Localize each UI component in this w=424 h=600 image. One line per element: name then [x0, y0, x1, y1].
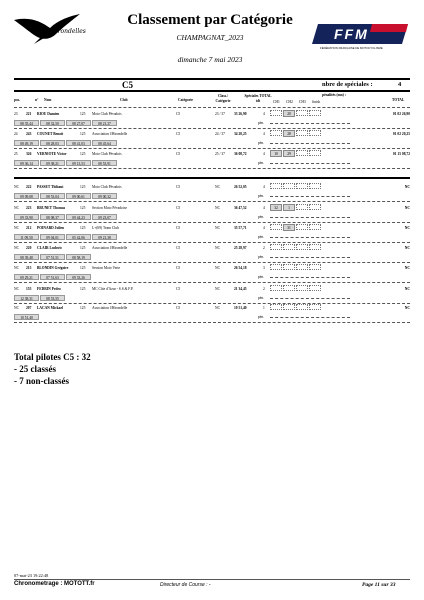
penalty-cell: 28: [283, 130, 295, 137]
rider-club: Association l/Hirondelle: [92, 132, 128, 136]
penalty-cell: [270, 224, 282, 230]
rider-pos: 23: [14, 112, 18, 116]
rider-specials-count: 4: [263, 132, 265, 136]
penalty-cell: [309, 285, 321, 291]
rider-specials-count: 4: [263, 152, 265, 156]
row-separator: [14, 201, 410, 202]
rider-category: C5: [176, 246, 181, 250]
rider-name: LACAN Mickael: [37, 306, 64, 310]
rider-num: 220: [26, 246, 32, 250]
rider-total: NC: [404, 287, 410, 291]
penalty-label: pén.: [258, 235, 265, 239]
penalty-cell: [296, 304, 308, 310]
rider-time: 26 54,18: [234, 266, 247, 270]
rider-time: 36 08,72: [234, 152, 247, 156]
ffm-caption: FÉDÉRATION FRANÇAISE DE MOTOCYCLISME: [320, 46, 383, 50]
rider-licence: 125: [80, 266, 86, 270]
lap-time: 09 23,07: [92, 214, 117, 220]
penalty-cell: 1: [283, 204, 295, 211]
rider-class: 24 / 37: [215, 132, 225, 136]
lap-time: 09 04,01: [40, 234, 65, 240]
page-title: Classement par Catégorie: [127, 12, 293, 28]
lap-time: 08 32,50: [40, 120, 65, 126]
penalty-cell: [296, 130, 308, 136]
row-separator: [14, 282, 410, 283]
penalty-label: pén.: [258, 296, 265, 300]
lap-time: 08 41,03: [66, 140, 91, 146]
row-separator: [14, 303, 410, 304]
rider-pos: NC: [14, 306, 19, 310]
penalty-cell: [309, 183, 321, 189]
penalty-cell: [283, 304, 295, 310]
rider-licence: 125: [80, 306, 86, 310]
row-separator: [14, 222, 410, 223]
col-specials-total: Spéciales TOTAL tdt: [244, 94, 272, 103]
rider-pos: NC: [14, 266, 19, 270]
lap-time: 09 00,61: [66, 193, 91, 199]
penalty-cell: [309, 224, 321, 230]
lap-time: 08 45,64: [92, 140, 117, 146]
penalty-cell: [283, 285, 295, 291]
rider-category: C5: [176, 206, 181, 210]
col-club: Club: [120, 98, 128, 102]
col-penalties: pénalités (mn) :: [322, 93, 346, 97]
rider-pos: NC: [14, 206, 19, 210]
rider-class: NC: [215, 266, 220, 270]
rider-total: 01 02 20,25: [392, 132, 410, 136]
rider-category: C5: [176, 306, 181, 310]
rider-total: NC: [404, 185, 410, 189]
penalty-cell: [309, 244, 321, 250]
rider-name: BLONDIN Grégoire: [37, 266, 69, 270]
rider-club: L+(69) Team Club: [92, 226, 119, 230]
rider-time: 21 34,45: [234, 287, 247, 291]
penalty-line: [270, 217, 350, 218]
rider-time: 34 20,25: [234, 132, 247, 136]
penalty-cell: [270, 130, 282, 136]
rider-num: 155: [26, 287, 32, 291]
rider-licence: 125: [80, 287, 86, 291]
rider-time: 25 28,97: [234, 246, 247, 250]
lap-time: 08 53,04: [40, 193, 65, 199]
lap-time: 08 49,19: [14, 140, 39, 146]
rider-name: COUNET Benoit: [37, 132, 64, 136]
penalty-cell: [309, 304, 321, 310]
rider-total: NC: [404, 266, 410, 270]
penalty-cell: [270, 304, 282, 310]
penalty-cell: [283, 244, 295, 250]
penalty-label: pén.: [258, 194, 265, 198]
rider-category: C5: [176, 266, 181, 270]
lap-time: 09 33,90: [14, 214, 39, 220]
penalty-cell: [296, 204, 308, 210]
rider-specials-count: 4: [263, 112, 265, 116]
penalty-cell: 29: [283, 150, 295, 157]
penalty-cell: [309, 110, 321, 116]
col-total: TOTAL: [392, 98, 405, 102]
lap-time: 08 53,55: [40, 295, 65, 301]
col-finish: finish: [312, 100, 321, 104]
rider-name: BRUNET Thomas: [37, 206, 66, 210]
event-date: dimanche 7 mai 2023: [177, 55, 243, 64]
rider-licence: 125: [80, 246, 86, 250]
rider-class: NC: [215, 206, 220, 210]
penalty-cell: [309, 204, 321, 210]
penalty-cell: 32: [270, 204, 282, 211]
rider-club: MC Côte d'Azur - S.S.& F.P.: [92, 287, 134, 291]
lap-time: 08 08,37: [40, 214, 65, 220]
rider-time: 33 26,90: [234, 112, 247, 116]
rider-specials-count: 4: [263, 226, 265, 230]
lap-time: 07 51,51: [40, 254, 65, 260]
rider-total: NC: [404, 226, 410, 230]
rider-class: NC: [215, 287, 220, 291]
rider-pos: NC: [14, 246, 19, 250]
penalty-line: [270, 163, 350, 164]
rider-name: CLAIR Ludovic: [37, 246, 63, 250]
penalty-line: [270, 237, 350, 238]
lap-time: 07 51,63: [40, 274, 65, 280]
summary-classed: - 25 classés: [14, 364, 56, 374]
penalty-cell: [270, 244, 282, 250]
penalty-cell: 10: [270, 150, 282, 157]
specials-label: nbre de spéciales :: [322, 81, 373, 88]
lap-time: 10 51,40: [14, 314, 39, 320]
club-logo-text: Les Hirondelles: [38, 28, 86, 35]
rider-club: Section Moto Pévadoise: [92, 206, 127, 210]
penalty-label: pén.: [258, 215, 265, 219]
rider-num: 212: [26, 226, 32, 230]
rider-pos: NC: [14, 226, 19, 230]
category-top-rule: [14, 78, 410, 80]
lap-time: 11 09,50: [14, 234, 39, 240]
summary-total: Total pilotes C5 : 32: [14, 352, 91, 362]
rider-class: 23 / 37: [215, 112, 225, 116]
penalty-cell: [296, 224, 308, 230]
col-ch1: CH1: [273, 100, 280, 104]
rider-pos: 24: [14, 132, 18, 136]
penalty-line: [270, 196, 350, 197]
penalty-cell: [283, 183, 295, 189]
rider-num: 215: [26, 266, 32, 270]
lap-time: 09 21,38: [92, 234, 117, 240]
penalty-line: [270, 143, 350, 144]
rider-pos: NC: [14, 185, 19, 189]
rider-specials-count: 2: [263, 287, 265, 291]
category-bottom-rule: [14, 90, 410, 92]
rider-class: NC: [215, 306, 220, 310]
rider-specials-count: 4: [263, 206, 265, 210]
rider-specials-count: 1: [263, 306, 265, 310]
penalty-cell: [296, 183, 308, 189]
col-pos: pos.: [14, 98, 21, 102]
rider-licence: 125: [80, 206, 86, 210]
rider-category: C5: [176, 152, 181, 156]
rider-club: Moto Club Pévadois: [92, 112, 122, 116]
col-class-cat: Class./ Catégorie: [215, 94, 231, 103]
row-separator: [14, 128, 410, 129]
lap-time: 08 35,44: [14, 120, 39, 126]
rider-num: 222: [26, 185, 32, 189]
penalty-label: pén.: [258, 121, 265, 125]
rider-category: C5: [176, 226, 181, 230]
rider-club: Session Moto Verte: [92, 266, 121, 270]
lap-time: 09 36,14: [14, 160, 39, 166]
rider-category: C5: [176, 112, 181, 116]
rider-licence: 125: [80, 112, 86, 116]
penalty-line: [270, 257, 350, 258]
event-name: CHAMPAGNAT_2023: [176, 33, 244, 42]
penalty-cell: [296, 264, 308, 270]
footer-rule: [14, 579, 410, 580]
penalty-cell: [270, 183, 282, 189]
row-separator: [14, 242, 410, 243]
col-name: Nom: [44, 98, 52, 102]
lap-time: 08 21,37: [92, 120, 117, 126]
rider-club: Association l/Hirondelle: [92, 246, 128, 250]
row-separator: [14, 168, 410, 169]
penalty-label: pén.: [258, 315, 265, 319]
rider-class: 25 / 37: [215, 152, 225, 156]
footer-page: Page 11 sur 33: [362, 582, 396, 588]
rider-pos: 25: [14, 152, 18, 156]
penalty-cell: 20: [283, 110, 295, 117]
rider-name: FEDRIN Pedro: [37, 287, 61, 291]
rider-licence: 125: [80, 226, 86, 230]
rider-total: NC: [404, 246, 410, 250]
rider-class: NC: [215, 226, 220, 230]
penalty-line: [270, 123, 350, 124]
rider-time: 36 47,52: [234, 206, 247, 210]
penalty-cell: [283, 264, 295, 270]
lap-time: 09 13,53: [66, 160, 91, 166]
rider-num: 243: [26, 132, 32, 136]
penalty-cell: [270, 110, 282, 116]
nc-separator: [14, 177, 410, 179]
penalty-cell: [296, 285, 308, 291]
lap-time: 09 33,26: [66, 274, 91, 280]
rider-pos: NC: [14, 287, 19, 291]
ffm-logo-text: FFM: [334, 26, 369, 42]
rider-total: NC: [404, 306, 410, 310]
col-categorie: Catégorie: [178, 98, 193, 102]
lap-time: 09 00,32: [92, 193, 117, 199]
lap-time: 08 27,07: [66, 120, 91, 126]
penalty-line: [270, 277, 350, 278]
lap-time: 08 28,03: [40, 140, 65, 146]
lap-time: 05 42,06: [66, 234, 91, 240]
rider-category: C5: [176, 287, 181, 291]
lap-time: 08 58,19: [66, 254, 91, 260]
rider-num: 326: [26, 152, 32, 156]
rider-time: 10 51,40: [234, 306, 247, 310]
col-num: n°: [35, 98, 39, 102]
penalty-cell: [296, 244, 308, 250]
rider-specials-count: 2: [263, 246, 265, 250]
rider-name: RIOU Damien: [37, 112, 60, 116]
rider-specials-count: 4: [263, 185, 265, 189]
rider-total: 01 15 08,72: [392, 152, 410, 156]
penalty-cell: [309, 264, 321, 270]
rider-num: 221: [26, 112, 32, 116]
specials-count: 4: [398, 81, 402, 88]
rider-time: 35 57,71: [234, 226, 247, 230]
rider-category: C5: [176, 185, 181, 189]
rider-category: C5: [176, 132, 181, 136]
footer-timestamp: 07-mai-23 19:22:48: [14, 573, 49, 578]
rider-class: NC: [215, 246, 220, 250]
rider-licence: 125: [80, 132, 86, 136]
penalty-label: pén.: [258, 141, 265, 145]
rider-name: POINARD Julien: [37, 226, 65, 230]
rider-total: 01 02 26,90: [392, 112, 410, 116]
lap-time: 08 39,48: [14, 254, 39, 260]
col-ch2: CH2: [286, 100, 293, 104]
col-ch3: CH3: [299, 100, 306, 104]
penalty-cell: [296, 150, 308, 156]
penalty-cell: [270, 285, 282, 291]
lap-time: 09 38,21: [40, 160, 65, 166]
rider-club: Moto Club Pévadois: [92, 185, 122, 189]
penalty-cell: [270, 264, 282, 270]
rider-name: VERNIOTE Victor: [37, 152, 67, 156]
rider-class: NC: [215, 185, 220, 189]
summary-unclassed: - 7 non-classés: [14, 376, 70, 386]
lap-time: 08 53,91: [92, 160, 117, 166]
rider-num: 207: [26, 306, 32, 310]
penalty-label: pén.: [258, 161, 265, 165]
rider-total: NC: [404, 206, 410, 210]
row-separator: [14, 322, 410, 323]
lap-time: 09 44,23: [66, 214, 91, 220]
rider-licence: 125: [80, 152, 86, 156]
penalty-cell: [296, 110, 308, 116]
row-separator: [14, 148, 410, 149]
penalty-label: pén.: [258, 275, 265, 279]
penalty-cell: 31: [283, 224, 295, 231]
rider-club: Association l/Hirondelle: [92, 306, 128, 310]
penalty-label: pén.: [258, 255, 265, 259]
penalty-line: [270, 317, 350, 318]
ffm-logo: [312, 24, 408, 58]
footer-director: Directeur de Course : -: [160, 582, 211, 588]
penalty-cell: [309, 130, 321, 136]
rider-licence: 125: [80, 185, 86, 189]
rider-specials-count: 3: [263, 266, 265, 270]
lap-time: 12 38,31: [14, 295, 39, 301]
lap-time: 09 29,21: [14, 274, 39, 280]
rider-name: PASSET Thibaut: [37, 185, 64, 189]
category-name: C5: [122, 80, 133, 90]
rider-num: 223: [26, 206, 32, 210]
rider-club: Moto Club Pévadois: [92, 152, 122, 156]
header-rule: [14, 107, 410, 108]
footer-chrono: Chronometrage : MOTOTT.fr: [14, 581, 95, 587]
lap-time: 09 09,08: [14, 193, 39, 199]
penalty-cell: [309, 150, 321, 156]
rider-time: 26 52,05: [234, 185, 247, 189]
row-separator: [14, 262, 410, 263]
penalty-line: [270, 298, 350, 299]
